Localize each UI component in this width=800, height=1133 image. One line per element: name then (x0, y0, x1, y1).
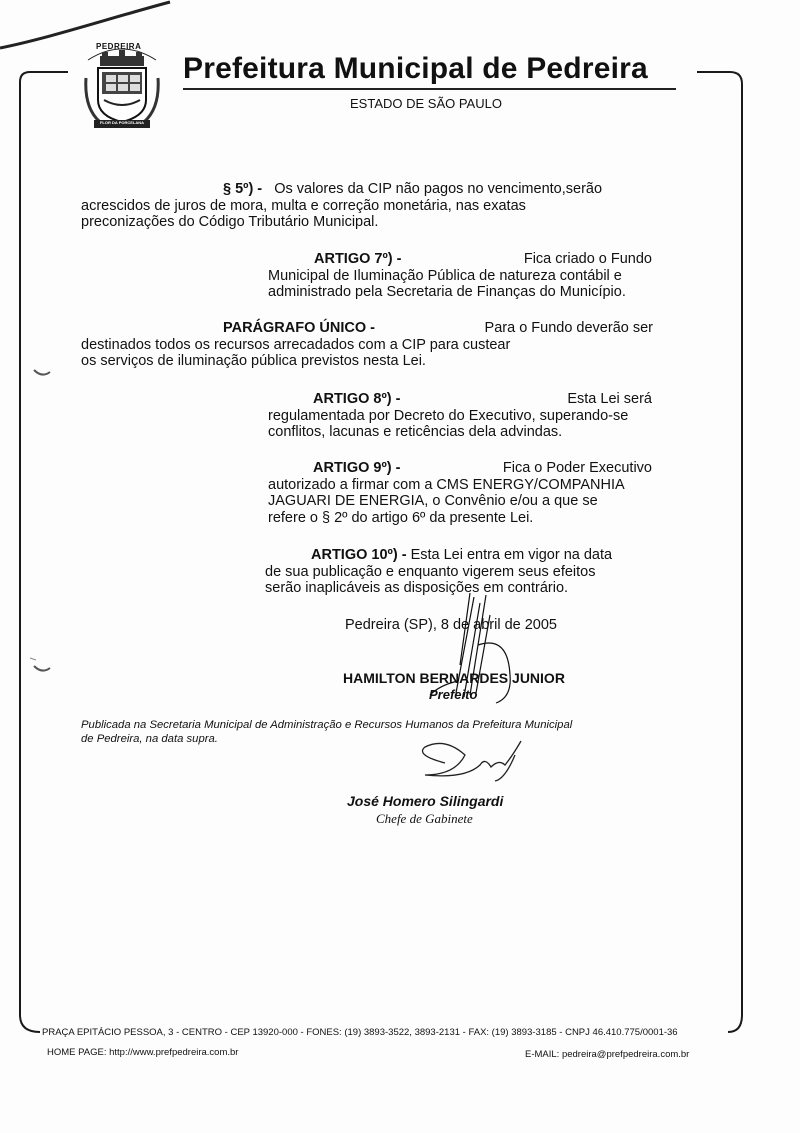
paragraph-5-line-1: Os valores da CIP não pagos no vencimento,serão (274, 181, 603, 197)
title-underline (183, 88, 676, 90)
article-8-line-1: Esta Lei será (567, 391, 652, 407)
article-9-line-2: autorizado a firmar com a CMS ENERGY/COMPANHIA (268, 476, 625, 493)
article-7-line-3: administrado pela Secretaria de Finanças do Município. (268, 284, 626, 300)
chief-role: Chefe de Gabinete (376, 811, 473, 826)
municipal-crest (80, 38, 164, 132)
article-10-line-2: de sua publicação e enquanto vigerem seus efeitos (265, 563, 596, 580)
article-8-line-2: regulamentada por Decreto do Executivo, superando-se (268, 407, 629, 424)
footer-homepage: HOME PAGE: http://www.prefpedreira.com.br (47, 1047, 239, 1058)
chief-name: José Homero Silingardi (347, 793, 504, 809)
article-9-line-3: JAGUARI DE ENERGIA, o Convênio e/ou a que se (268, 493, 598, 509)
article-10-line-1: Esta Lei entra em vigor na data (410, 547, 613, 563)
paragraph-5-line-3: preconizações do Código Tributário Municipal. (81, 214, 379, 230)
article-8-label: ARTIGO 8º) - (313, 391, 401, 407)
article-7-line-1: Fica criado o Fundo (523, 251, 652, 267)
article-9 (268, 460, 652, 526)
mayor-name: HAMILTON BERNARDES JUNIOR (343, 670, 565, 686)
article-8 (268, 391, 652, 441)
sole-paragraph-line-1: Para o Fundo deverão ser (484, 320, 653, 336)
sole-paragraph-label: PARÁGRAFO ÚNICO - (223, 320, 375, 336)
article-7-label: ARTIGO 7º) - (314, 251, 402, 267)
paragraph-5-label: § 5º) - (223, 181, 263, 197)
sole-paragraph-line-3: os serviços de iluminação pública previstos nesta Lei. (81, 353, 426, 369)
paragraph-5-line-2: acrescidos de juros de mora, multa e correção monetária, nas exatas (81, 197, 526, 214)
article-10-line-3: serão inaplicáveis as disposições em contrário. (265, 580, 569, 596)
article-7-line-2: Municipal de Iluminação Pública de natureza contábil e (268, 267, 622, 284)
crest-bottom-text: FLOR DA PORCELANA (99, 120, 145, 125)
chief-signature (405, 735, 530, 790)
article-9-line-1: Fica o Poder Executivo (502, 460, 652, 476)
article-8-line-3: conflitos, lacunas e reticências dela advindas. (268, 424, 563, 440)
article-9-label: ARTIGO 9º) - (313, 460, 401, 476)
article-10-label: ARTIGO 10º) - (311, 547, 407, 563)
state-subtitle: ESTADO DE SÃO PAULO (350, 96, 502, 111)
crest-top-text: PEDREIRA (96, 42, 142, 51)
mayor-role: Prefeito (429, 687, 478, 702)
signing-date: Pedreira (SP), 8 de abril de 2005 (345, 617, 557, 633)
footer-email: E-MAIL: pedreira@prefpedreira.com.br (525, 1049, 690, 1060)
publication-line-1: Publicada na Secretaria Municipal de Administração e Recursos Humanos da Prefeitura Municipal (81, 719, 573, 731)
publication-line-2: de Pedreira, na data supra. (81, 733, 218, 745)
page-title: Prefeitura Municipal de Pedreira (183, 52, 648, 85)
sole-paragraph (81, 320, 653, 370)
article-9-line-4: refere o § 2º do artigo 6º da presente Lei. (268, 509, 534, 526)
footer-address: PRAÇA EPITÁCIO PESSOA, 3 - CENTRO - CEP 13920-000 - FONES: (19) 3893-3522, 3893-2131 - FAX: (19) 3893-3185 - CNPJ 46.410.775/0001-36 (42, 1027, 678, 1038)
article-7 (268, 251, 652, 301)
sole-paragraph-line-2: destinados todos os recursos arrecadados com a CIP para custear (81, 336, 511, 353)
paragraph-5 (81, 181, 653, 231)
